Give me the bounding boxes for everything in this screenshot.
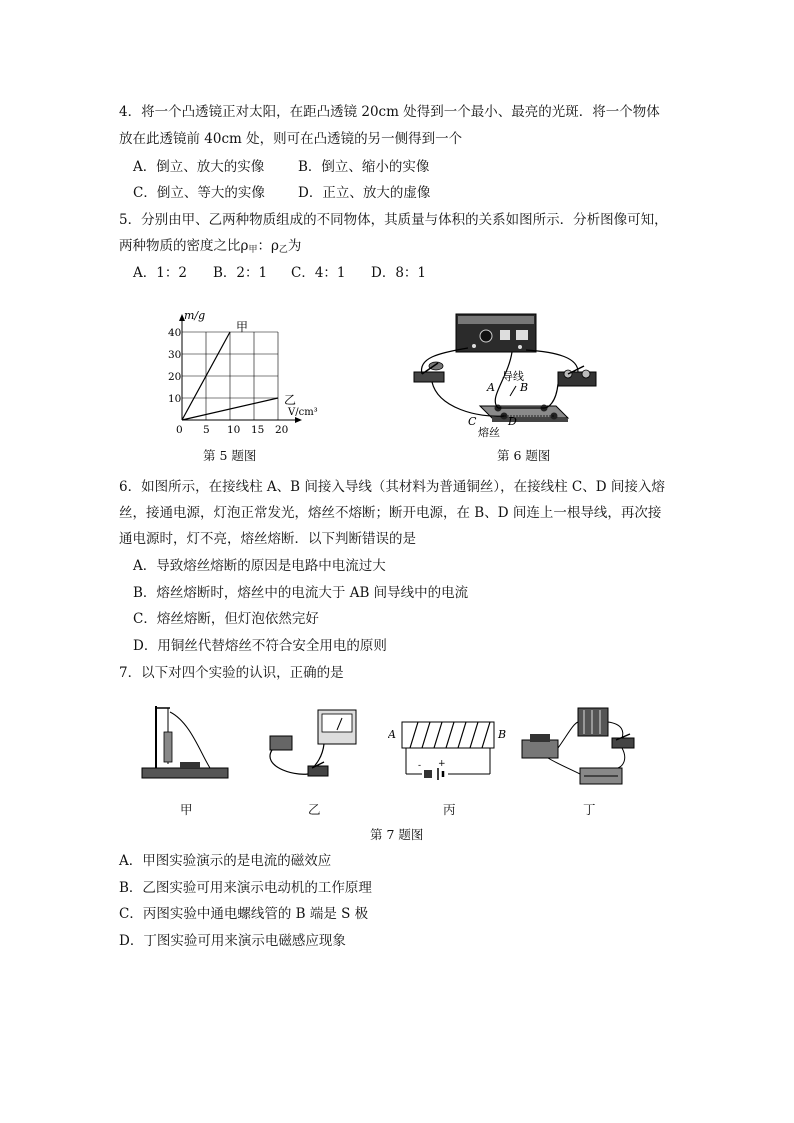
- q6-option-a[interactable]: A．导致熔丝熔断的原因是电路中电流过大: [133, 558, 386, 574]
- lamp-icon: [414, 362, 444, 382]
- fig5-origin-label: 0: [176, 424, 183, 436]
- q7-option-a[interactable]: A．甲图实验演示的是电流的磁效应: [119, 853, 332, 869]
- fig6-fuse-label: 熔丝: [478, 426, 500, 438]
- q5-option-b[interactable]: B．2：1: [213, 265, 268, 281]
- fig7-label-bing: 丙: [443, 802, 456, 817]
- fig7-label-jia: 甲: [180, 802, 193, 817]
- fig6-label-b: B: [520, 381, 529, 394]
- fig5-x-tick-label: 20: [275, 424, 289, 436]
- q7-option-c[interactable]: C．丙图实验中通电螺线管的 B 端是 S 极: [119, 906, 369, 922]
- fig7-jia-illustration: [140, 702, 232, 782]
- fig6-label-c: C: [468, 415, 477, 428]
- q6-stem-line3: 通电源时，灯不亮，熔丝熔断．以下判断错误的是: [119, 531, 416, 547]
- q5-option-c[interactable]: C．4：1: [291, 265, 346, 281]
- q6-option-b[interactable]: B．熔丝熔断时，熔丝中的电流大于 AB 间导线中的电流: [133, 585, 469, 601]
- fig5-y-tick-label: 30: [168, 349, 182, 361]
- switch-icon: [558, 366, 596, 386]
- svg-text:+: +: [438, 759, 446, 769]
- fig5-y-axis-label: m/g: [184, 309, 206, 322]
- svg-text:-: -: [418, 761, 422, 771]
- fig7-label-yi: 乙: [308, 802, 321, 817]
- q5-stem-line1: 5．分别由甲、乙两种物质组成的不同物体，其质量与体积的关系如图所示．分析图像可知，: [119, 212, 668, 228]
- q5-stem-line2: 两种物质的密度之比$\rho_甲$：$\rho_乙$为: [119, 238, 302, 255]
- q7-stem: 7．以下对四个实验的认识，正确的是: [119, 665, 344, 681]
- fig7-bing-illustration: [388, 716, 510, 782]
- fig5-x-tick-label: 5: [203, 424, 210, 436]
- fig7-caption: 第 7 题图: [370, 827, 424, 842]
- fig5-series-yi-label: 乙: [284, 393, 297, 407]
- q4-option-c[interactable]: C．倒立、等大的实像: [133, 185, 265, 201]
- power-supply-icon: [456, 314, 536, 352]
- fig5-y-tick-label: 40: [168, 327, 182, 339]
- fig7-coil-label-a: A: [388, 728, 396, 741]
- fig5-x-tick-label: 15: [251, 424, 265, 436]
- fig6-wire-label: 导线: [502, 370, 524, 383]
- fig6-label-a: A: [487, 381, 495, 394]
- q6-stem-line1: 6．如图所示，在接线柱 A、B 间接入导线（其材料为普通铜丝），在接线柱 C、D 间接入熔: [119, 479, 665, 495]
- q4-stem-line2: 放在此透镜前 40cm 处，则可在凸透镜的另一侧得到一个: [119, 131, 463, 147]
- q7-option-d[interactable]: D．丁图实验可用来演示电磁感应现象: [119, 933, 346, 949]
- fig5-y-tick-label: 10: [168, 393, 182, 405]
- q4-option-b[interactable]: B．倒立、缩小的实像: [298, 159, 430, 175]
- fig6-label-d: D: [508, 415, 517, 428]
- fig5-x-tick-label: 10: [227, 424, 241, 436]
- terminal-board-icon: [480, 405, 568, 423]
- fig7-coil-label-b: B: [498, 728, 507, 741]
- fig7-ding-illustration: [518, 704, 646, 790]
- fig6-caption: 第 6 题图: [497, 448, 551, 463]
- fig5-x-axis-label: V/cm³: [288, 407, 318, 418]
- q7-option-b[interactable]: B．乙图实验可用来演示电动机的工作原理: [119, 880, 372, 896]
- fig7-yi-illustration: [262, 706, 366, 782]
- q6-stem-line2: 丝，接通电源，灯泡正常发光，熔丝不熔断；断开电源，在 B、D 间连上一根导线，再次接: [119, 505, 662, 521]
- fig5-series-jia-label: 甲: [236, 320, 249, 334]
- q6-option-c[interactable]: C．熔丝熔断，但灯泡依然完好: [133, 611, 319, 627]
- q4-option-a[interactable]: A．倒立、放大的实像: [133, 159, 265, 175]
- q6-option-d[interactable]: D．用铜丝代替熔丝不符合安全用电的原则: [133, 638, 387, 654]
- q4-option-d[interactable]: D．正立、放大的虚像: [298, 185, 431, 201]
- fig5-y-tick-label: 20: [168, 371, 182, 383]
- q5-option-d[interactable]: D．8：1: [371, 265, 427, 281]
- fig7-label-ding: 丁: [583, 802, 596, 817]
- fig6-circuit-illustration: [408, 308, 616, 438]
- q5-option-a[interactable]: A．1：2: [133, 265, 187, 281]
- q4-stem-line1: 4．将一个凸透镜正对太阳，在距凸透镜 20cm 处得到一个最小、最亮的光斑．将一个物体: [119, 104, 660, 120]
- fig5-caption: 第 5 题图: [203, 448, 257, 463]
- fig5-chart: [160, 305, 345, 440]
